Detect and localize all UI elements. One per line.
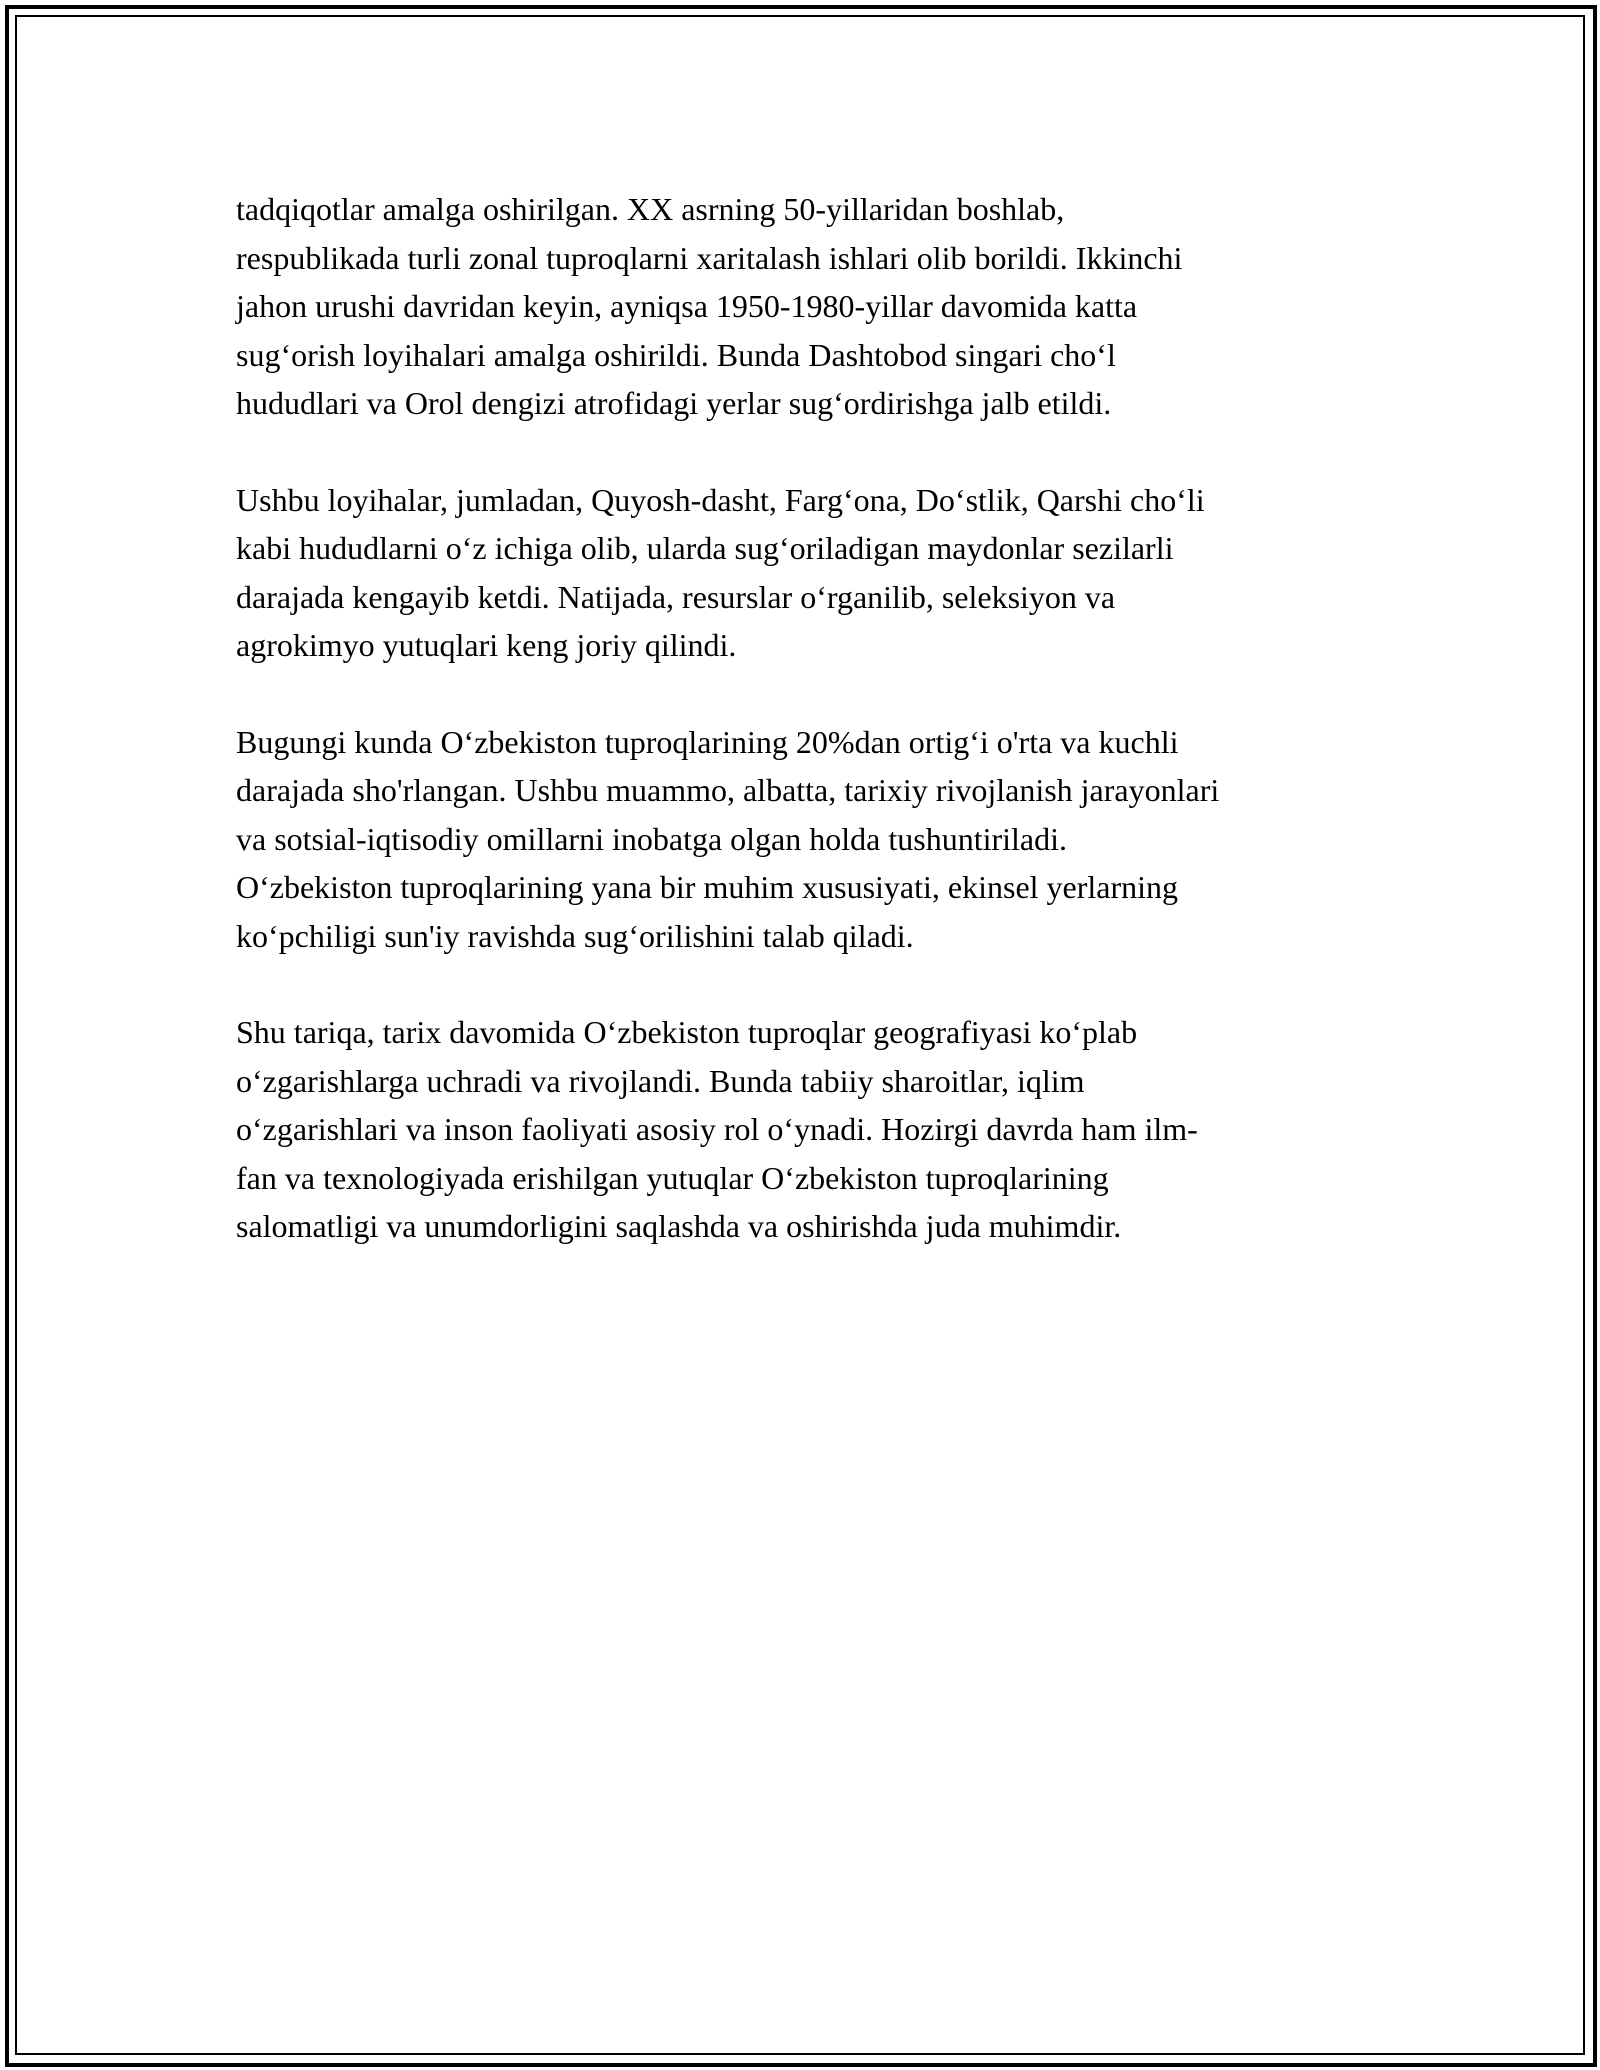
- text-line: o‘zgarishlarga uchradi va rivojlandi. Bunda tabiiy sharoitlar, iqlim: [236, 1062, 1085, 1099]
- text-line: salomatligi va unumdorligini saqlashda va oshirishda juda muhimdir.: [236, 1208, 1122, 1244]
- text-line: fan va texnologiyada erishilgan yutuqlar O‘zbekiston tuproqlarining: [236, 1159, 1109, 1196]
- text-line: o‘zgarishlari va inson faoliyati asosiy rol o‘ynadi. Hozirgi davrda ham ilm-: [236, 1111, 1198, 1147]
- text-line: tadqiqotlar amalga oshirilgan. XX asrning 50-yillaridan boshlab,: [236, 191, 1065, 227]
- text-line: darajada kengayib ketdi. Natijada, resurslar o‘rganilib, seleksiyon va: [236, 578, 1116, 615]
- text-line: agrokimyo yutuqlari keng joriy qilindi.: [236, 627, 737, 663]
- document-body: [236, 185, 1366, 1299]
- text-line: kabi hududlarni o‘z ichiga olib, ularda sug‘oriladigan maydonlar sezilarli: [236, 530, 1174, 566]
- paragraph-3: [236, 718, 1366, 961]
- paragraph-4: [236, 1008, 1366, 1251]
- text-line: Ushbu loyihalar, jumladan, Quyosh-dasht, Farg‘ona, Do‘stlik, Qarshi cho‘li: [236, 481, 1205, 518]
- text-line: jahon urushi davridan keyin, ayniqsa 1950-1980-yillar davomida katta: [236, 288, 1138, 324]
- paragraph-2: [236, 476, 1366, 670]
- text-line: respublikada turli zonal tuproqlarni xaritalash ishlari olib borildi. Ikkinchi: [236, 239, 1183, 276]
- text-line: ko‘pchiligi sun'iy ravishda sug‘orilishini talab qiladi.: [236, 917, 914, 954]
- text-line: O‘zbekiston tuproqlarining yana bir muhim xususiyati, ekinsel yerlarning: [236, 869, 1179, 905]
- text-line: sug‘orish loyihalari amalga oshirildi. Bunda Dashtobod singari cho‘l: [236, 336, 1116, 373]
- text-line: Shu tariqa, tarix davomida O‘zbekiston tuproqlar geografiyasi ko‘plab: [236, 1014, 1138, 1050]
- text-line: darajada sho'rlangan. Ushbu muammo, albatta, tarixiy rivojlanish jarayonlari: [236, 772, 1220, 808]
- text-line: va sotsial-iqtisodiy omillarni inobatga olgan holda tushuntiriladi.: [236, 820, 1067, 857]
- paragraph-1: [236, 185, 1366, 428]
- text-line: hududlari va Orol dengizi atrofidagi yerlar sug‘ordirishga jalb etildi.: [236, 385, 1112, 421]
- text-line: Bugungi kunda O‘zbekiston tuproqlarining 20%dan ortig‘i o'rta va kuchli: [236, 723, 1179, 760]
